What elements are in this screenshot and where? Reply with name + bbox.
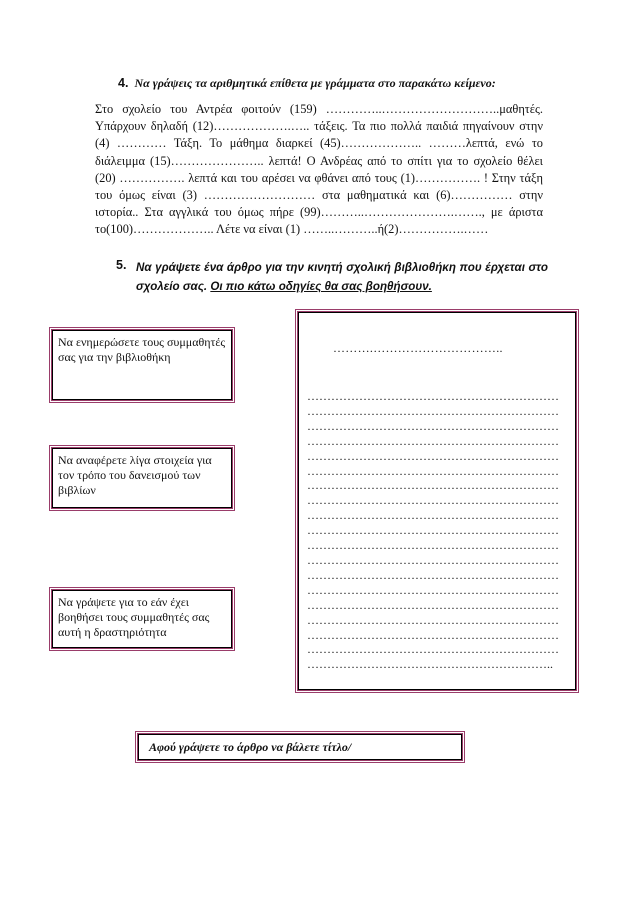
article-line: ………………………………………………………	[307, 403, 559, 418]
article-line: ………………………………………………………	[307, 612, 559, 627]
article-line: ………………………………………………………	[307, 389, 559, 403]
article-line: ………………………………………………………	[307, 508, 559, 523]
question-5-number: 5.	[116, 258, 127, 272]
hint-box-inform: Να ενημερώσετε τους συμμαθητές σας για την βιβλιοθήκη	[52, 330, 232, 400]
article-title-line: ……….…………………………..	[333, 341, 503, 355]
article-line: ………………………………………………………	[307, 463, 559, 478]
question-4-title	[118, 76, 598, 91]
article-line: ………………………………………………………	[307, 597, 559, 612]
article-line: ……………………………………………………..	[307, 657, 553, 672]
article-line: ………………………………………………………	[307, 552, 559, 567]
question-5-instruction: Να γράψετε ένα άρθρο για την κινητή σχολική βιβλιοθήκη που έρχεται στο σχολείο σας.	[136, 261, 548, 293]
article-line: ………………………………………………………	[307, 538, 559, 553]
question-4-number: 4.	[118, 76, 129, 90]
article-line: ………………………………………………………	[307, 433, 559, 448]
question-4-text: Στο σχολείο του Αντρέα φοιτούν (159) …………..………………………..μαθητές. Υπάρχουν δηλαδή (12)……………….….. τάξεις. Τα πιο πολλά παιδιά πηγαίνουν στην (4) ………… Τάξη. Το μάθημα διαρκεί (45)……………….. ………λεπτά, ενώ το διάλειμμα (15)………………….. λεπτά! Ο Ανδρέας από το σπίτι για το σχολείο θέλει (20) ……………. λεπτά και του αρέσει να φθάνει από τους (1)……………. ! Στην τάξη του όμως είναι (3) ……………………… στα μαθηματικά και (6)…………… στην ιστορία.. Στα αγγλικά του όμως πήρε (99)………..………………….……., με άριστα το(100)……………….. Λέτε να είναι (1) ……..………..ή(2)…………….……	[95, 102, 543, 237]
hint-box-helped: Να γράψετε για το εάν έχει βοηθήσει τους συμμαθητές σας αυτή η δραστηριότητα	[52, 590, 232, 648]
article-line: ………………………………………………………	[307, 567, 559, 582]
article-line: ………………………………………………………	[307, 493, 559, 508]
article-line: ………………………………………………………	[307, 418, 559, 433]
article-line: ………………………………………………………	[307, 523, 559, 538]
question-5-text	[136, 258, 548, 296]
question-4-title-text: Να γράψεις τα αριθμητικά επίθετα με γράμματα στο παρακάτω κείμενο:	[134, 76, 496, 90]
footer-title-instruction: Αφού γράψετε το άρθρο να βάλετε τίτλο/	[138, 734, 462, 760]
article-lines	[307, 389, 569, 672]
hint-box-borrowing: Να αναφέρετε λίγα στοιχεία για τον τρόπο του δανεισμού των βιβλίων	[52, 448, 232, 508]
article-line: ………………………………………………………	[307, 582, 559, 597]
article-line: ………………………………………………………	[307, 448, 559, 463]
question-5-underlined: Οι πιο κάτω οδηγίες θα σας βοηθήσουν.	[210, 280, 432, 293]
article-line: ………………………………………………………	[307, 642, 559, 657]
article-line: ………………………………………………………	[307, 478, 559, 493]
article-writing-box[interactable]	[298, 312, 576, 690]
article-line: ………………………………………………………	[307, 627, 559, 642]
